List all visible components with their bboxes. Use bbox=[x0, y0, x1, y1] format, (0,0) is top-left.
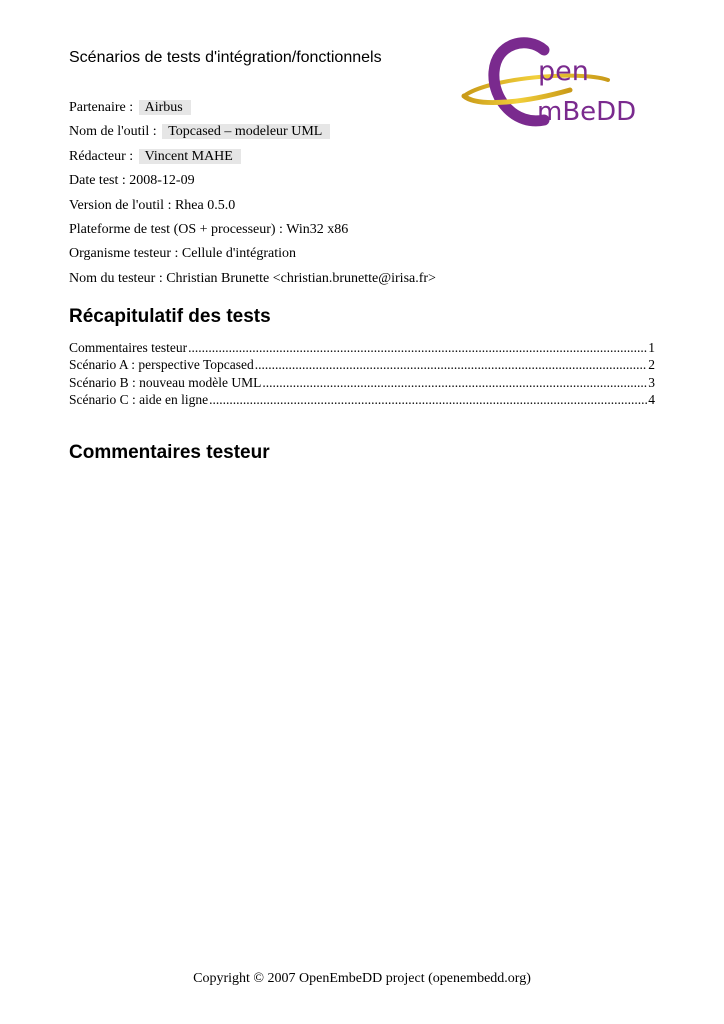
toc-leader-dots bbox=[262, 374, 647, 391]
info-fields bbox=[69, 99, 669, 294]
field-value: Christian Brunette <christian.brunette@irisa.fr> bbox=[166, 270, 436, 286]
toc-leader-dots bbox=[255, 356, 648, 373]
field-value: Cellule d'intégration bbox=[181, 246, 296, 262]
field-value: Win32 x86 bbox=[286, 221, 349, 237]
field-label: Organisme testeur : bbox=[69, 246, 182, 262]
toc-entry-page[interactable]: 1 bbox=[648, 340, 655, 355]
footer-copyright: Copyright © 2007 OpenEmbeDD project (openembedd.org) bbox=[193, 971, 531, 986]
field-value: Vincent MAHE bbox=[139, 149, 241, 164]
field-platform bbox=[69, 221, 669, 245]
toc-entry-label[interactable]: Scénario C : aide en ligne bbox=[69, 392, 209, 408]
field-label: Rédacteur : bbox=[69, 148, 137, 164]
toc-entry-label[interactable]: Scénario B : nouveau modèle UML bbox=[69, 374, 262, 390]
field-tool-version bbox=[69, 197, 669, 221]
toc-entry[interactable] bbox=[69, 391, 655, 408]
document-title: Scénarios de tests d'intégration/fonctionnels bbox=[69, 49, 382, 66]
field-author bbox=[69, 148, 669, 172]
toc-leader-dots bbox=[209, 391, 647, 408]
field-label: Date test : bbox=[69, 173, 130, 189]
toc-entry-page[interactable]: 2 bbox=[648, 357, 655, 373]
field-label: Plateforme de test (OS + processeur) : bbox=[69, 221, 287, 237]
recap-heading: Récapitulatif des tests bbox=[69, 306, 271, 327]
field-label: Nom du testeur : bbox=[69, 270, 167, 286]
table-of-contents bbox=[69, 339, 655, 409]
field-test-date bbox=[69, 172, 669, 196]
toc-entry-page[interactable]: 3 bbox=[648, 374, 655, 390]
field-value: Airbus bbox=[139, 100, 191, 115]
toc-entry-label[interactable]: Scénario A : perspective Topcased bbox=[69, 357, 254, 373]
field-label: Version de l'outil : bbox=[69, 197, 175, 213]
field-organization bbox=[69, 245, 669, 269]
field-value: Rhea 0.5.0 bbox=[174, 197, 236, 213]
field-tester-name bbox=[69, 270, 669, 294]
toc-entry[interactable] bbox=[69, 374, 655, 391]
toc-leader-dots bbox=[188, 339, 647, 356]
comments-heading: Commentaires testeur bbox=[69, 442, 270, 463]
field-value: Topcased – modeleur UML bbox=[162, 124, 330, 139]
field-tool-name bbox=[69, 123, 669, 147]
field-value: 2008-12-09 bbox=[129, 173, 195, 189]
toc-entry-page[interactable]: 4 bbox=[648, 392, 655, 408]
logo-text-open: pen bbox=[538, 56, 589, 87]
field-partner bbox=[69, 99, 669, 123]
field-label: Partenaire : bbox=[69, 100, 137, 115]
toc-entry[interactable] bbox=[69, 339, 655, 356]
field-label: Nom de l'outil : bbox=[69, 124, 161, 140]
toc-entry[interactable] bbox=[69, 356, 655, 373]
toc-entry-label[interactable]: Commentaires testeur bbox=[69, 340, 188, 355]
logo-text-embedd: mBeDD bbox=[537, 97, 637, 127]
